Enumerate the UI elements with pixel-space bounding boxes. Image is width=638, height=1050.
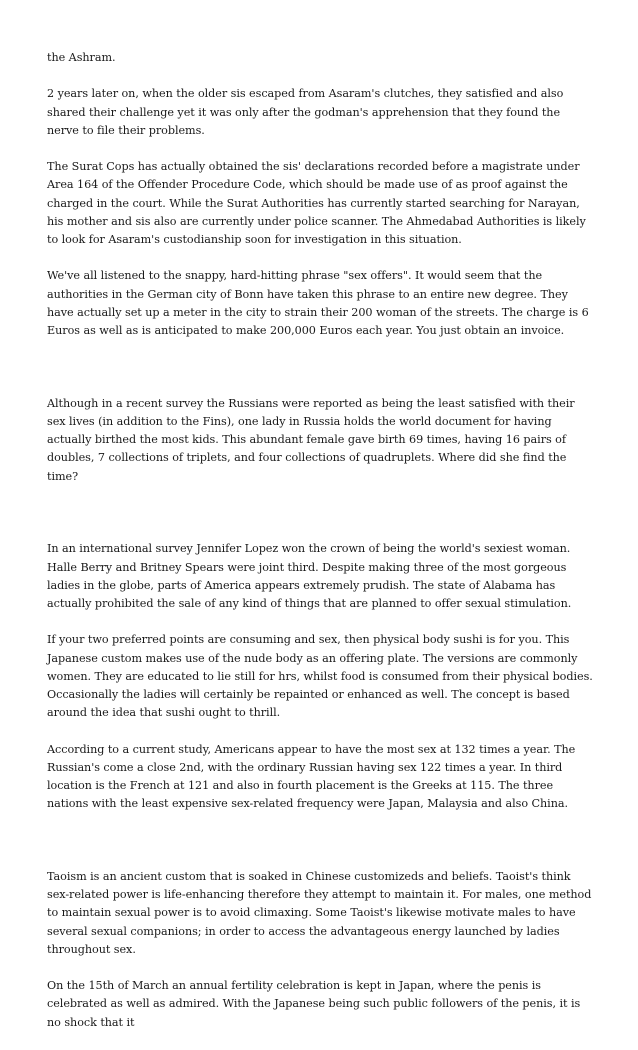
paragraph-2: 2 years later on, when the older sis escaped from Asaram's clutches, they satisfied and also shared their challenge yet it was only after the godman's apprehension that they found the nerve to file their problems.: [47, 87, 564, 137]
paragraph-7: If your two preferred points are consuming and sex, then physical body sushi is for you. This Japanese custom makes use of the nude body as an offering plate. The versions are commonly women. They are educated to lie still for hrs, whilst food is consumed from their physical bodies. Occasionally the ladies will certainly be repainted or enhanced as well. The concept is based around the idea that sushi ought to thrill.: [47, 633, 593, 720]
paragraph-3: The Surat Cops has actually obtained the sis' declarations recorded before a magistrate under Area 164 of the Offender Procedure Code, which should be made use of as proof against the charged in the court. While the Surat Authorities has currently started searching for Narayan, his mother and sis also are currently under police scanner. The Ahmedabad Authorities is likely to look for Asaram's custodianship soon for investigation in this situation.: [47, 160, 586, 246]
paragraph-9: Taoism is an ancient custom that is soaked in Chinese customizeds and beliefs. Taoist's think sex-related power is life-enhancing therefore they attempt to maintain it. For males, one method to maintain sexual power is to avoid climaxing. Some Taoist's likewise motivate males to have several sexual companions; in order to access the advantageous energy launched by ladies throughout sex.: [47, 869, 592, 956]
section-gap: [47, 358, 593, 394]
section-gap: [47, 504, 593, 540]
section-gap: [47, 832, 593, 868]
paragraph-5: Although in a recent survey the Russians were reported as being the least satisfied with their sex lives (in addition to the Fins), one lady in Russia holds the world document for having actually birthed the most kids. This abundant female gave birth 69 times, having 16 pairs of doubles, 7 collections of triplets, and four collections of quadruplets. Where did she find the time?: [47, 396, 575, 483]
paragraph-8: According to a current study, Americans appear to have the most sex at 132 times a year. The Russian's come a close 2nd, with the ordinary Russian having sex 122 times a year. In third location is the French at 121 and also in fourth placement is the Greeks at 115. The three nations with the least expensive sex-related frequency were Japan, Malaysia and also China.: [47, 742, 576, 811]
paragraph-1: the Ashram.: [47, 51, 116, 64]
document-page: [47, 49, 593, 1050]
paragraph-6: In an international survey Jennifer Lopez won the crown of being the world's sexiest woman. Halle Berry and Britney Spears were joint third. Despite making three of the most gorgeous ladies in the globe, parts of America appears extremely prudish. The state of Alabama has actually prohibited the sale of any kind of things that are planned to offer sexual stimulation.: [47, 542, 572, 610]
paragraph-10: On the 15th of March an annual fertility celebration is kept in Japan, where the penis is celebrated as well as admired. With the Japanese being such public followers of the penis, it is no shock that it: [47, 979, 581, 1029]
paragraph-4: We've all listened to the snappy, hard-hitting phrase "sex offers". It would seem that the authorities in the German city of Bonn have taken this phrase to an entire new degree. They have actually set up a meter in the city to strain their 200 woman of the streets. The charge is 6 Euros as well as is anticipated to make 200,000 Euros each year. You just obtain an invoice.: [47, 269, 589, 337]
